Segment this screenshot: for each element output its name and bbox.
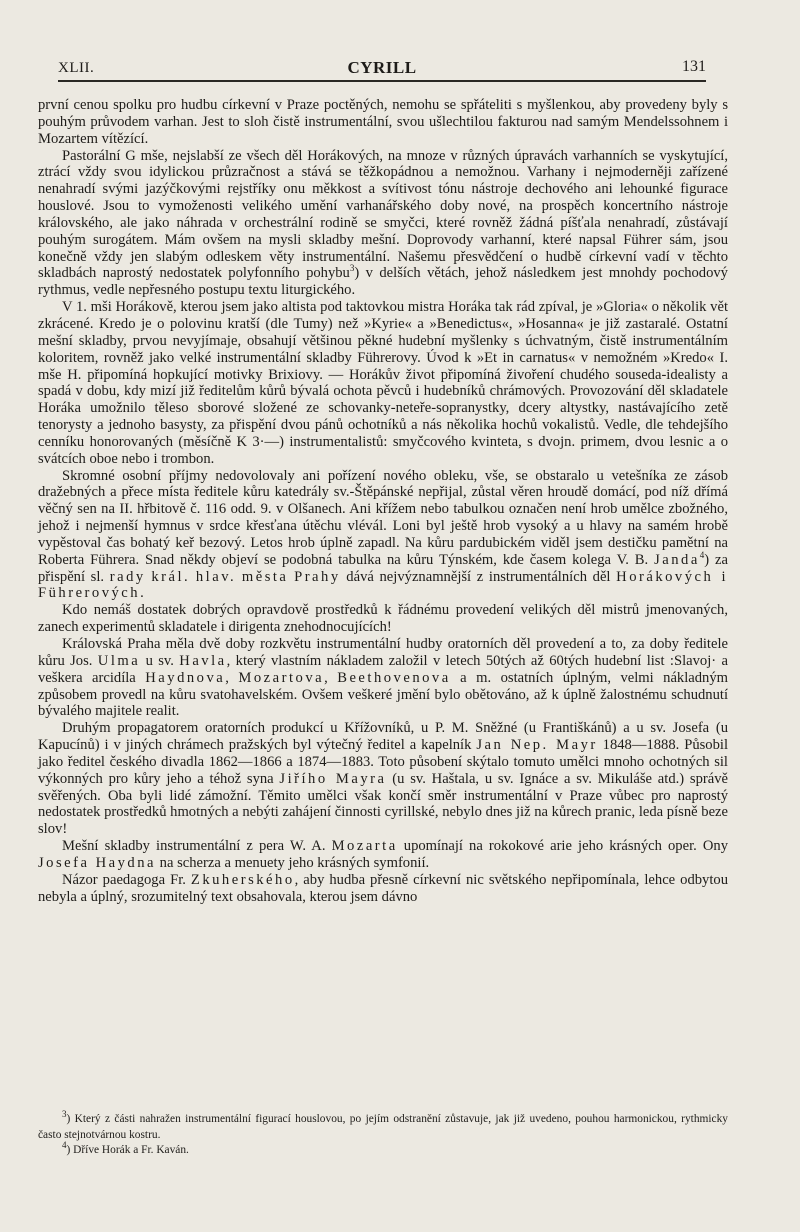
footnote — [38, 1109, 728, 1143]
spaced-name: Mozarta — [331, 838, 398, 855]
spaced-name: Jan Nep. Mayr — [476, 737, 598, 754]
text-run: , který vlastním nákladem založil v letech 50tých až 60tých hudební list — [226, 652, 670, 669]
text-run: dává nejvýznamnější z instrumentálních děl — [340, 568, 617, 585]
footnote-ref: 4 — [62, 1140, 67, 1151]
spaced-name: Mozartova — [238, 669, 325, 686]
spaced-name: města — [241, 568, 289, 585]
text-run: Kdo nemáš dostatek dobrých opravdově prostředků k řádnému provedení velikých děl mistrů jmenovaných, zanech experimentů skladatele i dirigenta znehodnocujících! — [38, 602, 728, 636]
paragraph — [38, 148, 728, 300]
text-run: u sv. — [140, 652, 180, 669]
footnote-ref: 3 — [62, 1109, 67, 1120]
paragraph — [38, 872, 728, 906]
text-run: (u sv. Haštala, u sv. Ignáce a sv. Mikuláše atd.) správě svěřených. Oba byli lidé zámožní. Těmito umělci však končí směr instrumentální v Praze vůbec pro naprostý nedostatek prostředků hmotných a nebýti zahájení činnosti cyrillské, nebylo dnes již na kůrech pranic, leda písně beze slov! — [38, 770, 728, 838]
spaced-name: hlav. — [195, 568, 237, 585]
spaced-name: rady — [109, 568, 146, 585]
paragraph — [38, 468, 728, 603]
text-run: upomínají na rokokové arie jeho krásných oper. Ony — [397, 838, 728, 855]
text-run: Druhým propagatorem oratorních produkcí u Křížovníků, u P. M. Sněžné (u Františkánů) a u sv. Josefa (u Kapucínů) i v jiných chrámech pražských byl výtečný ředitel a kapelník — [38, 720, 728, 754]
spaced-name: Havla — [179, 652, 227, 669]
header-rule — [58, 80, 706, 82]
text-run: Názor paedagoga Fr. — [62, 871, 191, 888]
spaced-name: Josefa Haydna — [38, 854, 157, 871]
text-run: Pastorální G mše, nejslabší ze všech děl Horákových, na mnoze v různých úpravách varhanních se vyskytující, ztrácí vždy svou idylickou průzračnost a stává se těžkopádnou a nemožnou. Varhany i nejmoderněji zařízené nenahradí svými jazýčkovými rejstříky onu měkkost a svítivost tónu nástroje dechového ani lehounké figurace houslové. Jsou to vymoženosti velikého umění varhanářského doby nové, na prospěch koncertního nástroje královského, ale jako náhrada v orchestrální rodině se smyčci, které rovněž žádná píšťala nenahradí, zůstávají pouhým surogátem. Mám ovšem na mysli skladby mešní. Doprovody varhanní, které napsal Führer sám, jsou konečně vždy jen slabým odleskem věty instrumentální. Našemu přesvědčení o hudbě církevní vadí v těchto skladbách naprostý nedostatek polyfonního pohybu — [38, 147, 728, 282]
paragraph — [38, 97, 728, 148]
text-run: , aby hudba přesně církevní nic světského nepřipomínala, lehce odbytou nebyla a úplný, srozumitelný text obsahovala, kterou jsem dávno — [38, 871, 728, 905]
spaced-name: Horákových i Führerových — [38, 568, 729, 602]
spaced-name: Prahy — [294, 568, 341, 585]
spaced-name: Ulma — [97, 652, 141, 669]
paragraph — [38, 602, 728, 636]
paragraph — [38, 720, 728, 838]
spaced-name: král. — [151, 568, 191, 585]
page-number: 131 — [682, 58, 706, 75]
text-run: 1848—1888. Působil jako ředitel českého divadla 1862—1866 a 1874—1883. Toto působení skýtalo tomuto umělci mnoho ochotných sil výkonných pro kůry jeho a téhož syna — [38, 737, 729, 787]
text-run: ) Který z části nahražen instrumentální figurací houslovou, po jejím odstranění zůstavuje, jak již uvedeno, pouhou harmonickou, rythmicky často stejnotvárnou kostru. — [38, 1113, 728, 1141]
spaced-name: Jiřího Mayra — [279, 770, 387, 787]
spaced-name: Beethovenova — [337, 669, 451, 686]
spaced-name: Janda — [654, 551, 700, 568]
text-run: první cenou spolku pro hudbu církevní v Praze poctěných, nemohu se spřáteliti s myšlenkou, aby provedeny byly s pouhým průvodem varhan. Jest to sloh čistě instrumentální, svou ušlechtilou fakturou nad samým Mendelssohnem i Mozartem vítězící. — [38, 97, 728, 147]
text-run: , — [225, 669, 239, 686]
text-run: ) Dříve Horák a Fr. Kaván. — [66, 1144, 189, 1156]
body-text — [38, 97, 728, 906]
footnote-ref: 4 — [699, 549, 705, 560]
journal-title: CYRILL — [347, 58, 417, 77]
text-run: Královská Praha měla dvě doby rozkvětu instrumentální hudby oratorních děl provedení a to, za doby ředitele kůru Jos. — [38, 636, 728, 669]
spaced-name: Haydnova — [145, 669, 226, 686]
text-run: a veškera arcidíla — [38, 652, 728, 686]
text-run: . — [140, 585, 144, 602]
paragraph — [38, 636, 728, 720]
volume-number: XLII. — [58, 60, 95, 76]
text-run: ) za přispění sl. — [38, 551, 728, 585]
footnote — [38, 1140, 728, 1159]
text-run: ) v delších větách, jehož následkem jest mnohdy pochodový rythmus, vedle nepřesného postupu textu liturgického. — [38, 265, 728, 299]
text-run: V 1. mši Horákově, kterou jsem jako altista pod taktovkou mistra Horáka tak rád zpíval, je »Gloria« o několik vět zkrácené. Kredo je o polovinu kratší (dle Tumy) než »Kyrie« a »Benedictus«, »Hosanna« je již zastaralé. Ostatní mešní skladby, prvou nevyjímaje, obsahují většinou pěkné hudební myšlenky s úchvatným, čistě instrumentálním koloritem, rovněž jako velké instrumentální skladby Führerovy. Úvod k »Et in carnatus« v nemožném »Kredo« I. mše H. připomíná hopkující motivky Brixiovy. — Horákův život připomíná živoření chudého souseda-idealisty a spadá v dobu, kdy mizí již ředitelům kůrů bývalá ochota pěvců i hudebníků chrámových. Provozování děl skladatele Horáka umožnilo těleso sborové složené ze schovanky-neteře-sopranystky, dcery altystky, nastávajícího zetě tenorysty a jednoho basysty, za přispění dvou pánů ochotníků a nás několika hochů vokalistů. Vedle, dle tehdejšího cenníku honorovaných (měsíčně K 3·—) instrumentalistů: smyčcového kvinteta, s dvojn. primem, dvou lesnic a o svátcích oboe nebo i trombon. — [38, 299, 728, 467]
running-header — [58, 58, 706, 80]
text-run: Mešní skladby instrumentální z pera W. A. — [62, 838, 332, 855]
footnotes — [38, 1109, 728, 1159]
paragraph — [38, 299, 728, 467]
paragraph — [38, 838, 728, 872]
spaced-name: Zkuherského — [190, 871, 295, 888]
text-run: na scherza a menuety jeho krásných symfonií. — [156, 854, 430, 871]
text-run: :Slavoj· — [669, 652, 717, 669]
footnote-ref: 3 — [349, 263, 355, 274]
text-run: Skromné osobní příjmy nedovolovaly ani pořízení nového obleku, vše, se obstaralo u vetešníka ze zásob dražebných a přece místa ředitele kůru katedrály sv.-Štěpánské nepřijal, zůstal věren hroudě domácí, pod níž dřímá věčný sen na II. hřbitově č. 116 odd. 9. v Olšanech. Ani křížem nebo tabulkou označen není hrob umělce zbožného, jehož i nejmenší hymnus v srdce křesťana útěchu vlévál. Loni byl ještě hrob vysoký a u hlavy na samém hrobě vypěstoval čas bohatý keř bezový. Letos hrob úplně zapadl. Na kůru pardubickém viděl jsem destičku pamětní na Roberta Führera. Snad někdy objeví se podobná tabulka na kůru Týnském, kde časem kolega V. B. — [38, 467, 728, 568]
text-run: , — [324, 669, 338, 686]
text-run: a m. ostatních úplným, velmi nákladným způsobem provedl na kůru svatohavelském. Ovšem veškeré jmění bylo obětováno, až k úplně žalostnému schudnutí bývalého majitele realit. — [38, 669, 729, 720]
